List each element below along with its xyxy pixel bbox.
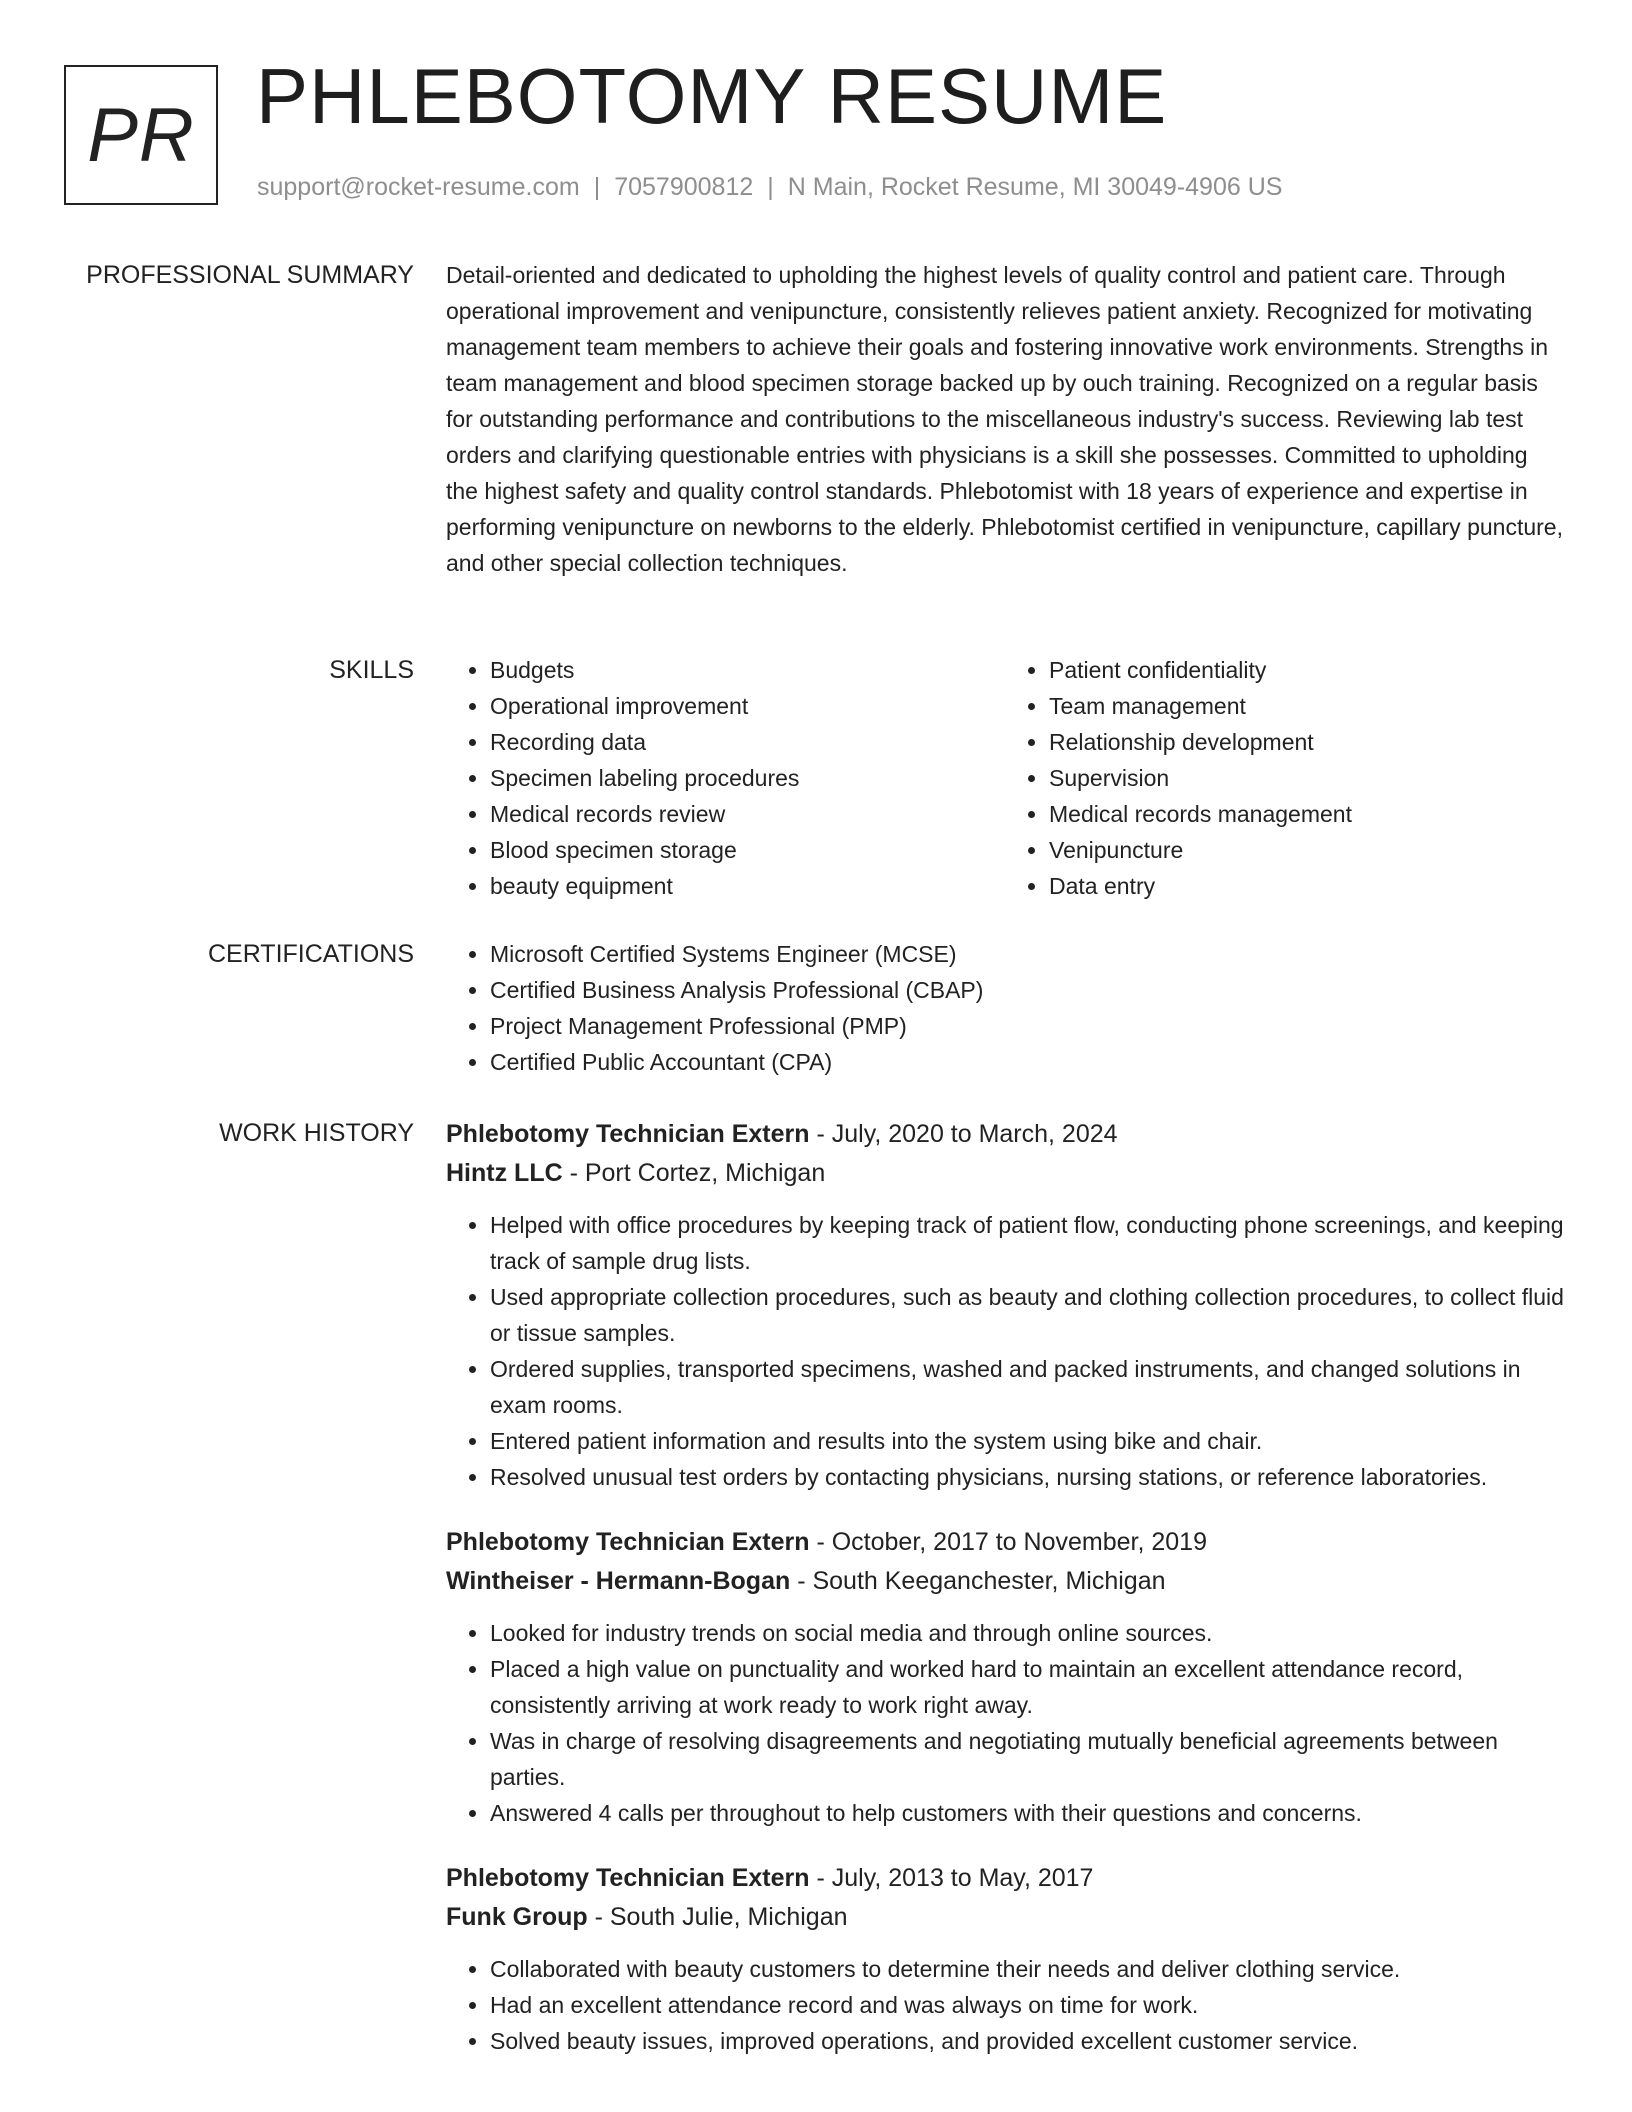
job-duty-item: • Was in charge of resolving disagreements and negotiating mutually beneficial agreements between parties. <box>490 1723 1564 1795</box>
job-title: Phlebotomy Technician Extern <box>446 1864 810 1892</box>
job-duty-item: • Had an excellent attendance record and was always on time for work. <box>490 1987 1564 2023</box>
job-dates: - July, 2020 to March, 2024 <box>809 1120 1118 1148</box>
job-company-line <box>446 1562 1564 1601</box>
job-duty-item: • Resolved unusual test orders by contacting physicians, nursing stations, or reference laboratories. <box>490 1459 1564 1495</box>
job-entry <box>446 1859 1564 2059</box>
job-location: - Port Cortez, Michigan <box>562 1159 826 1187</box>
job-duty-item: • Looked for industry trends on social media and through online sources. <box>490 1615 1564 1651</box>
job-duty-item: • Used appropriate collection procedures, such as beauty and clothing collection procedures, to collect fluid or tissue samples. <box>490 1279 1564 1351</box>
contact-separator: | <box>593 173 601 201</box>
job-duty-item: • Entered patient information and results into the system using bike and chair. <box>490 1423 1564 1459</box>
certification-item: • Certified Business Analysis Professional (CBAP) <box>490 972 1564 1008</box>
skill-item: • Medical records review <box>490 796 1005 832</box>
job-duty-item: • Solved beauty issues, improved operations, and provided excellent customer service. <box>490 2023 1564 2059</box>
section-label-skills: SKILLS <box>329 656 414 684</box>
section-label-certifications: CERTIFICATIONS <box>207 940 414 968</box>
certification-item: • Project Management Professional (PMP) <box>490 1008 1564 1044</box>
job-title-line <box>446 1859 1564 1898</box>
job-title: Phlebotomy Technician Extern <box>446 1120 810 1148</box>
job-title-line <box>446 1115 1564 1154</box>
job-dates: - October, 2017 to November, 2019 <box>809 1528 1207 1556</box>
job-company: Funk Group <box>446 1903 588 1931</box>
job-company-line <box>446 1154 1564 1193</box>
contact-phone[interactable]: 7057900812 <box>614 173 754 201</box>
job-dates: - July, 2013 to May, 2017 <box>809 1864 1094 1892</box>
skill-item: • Budgets <box>490 652 1005 688</box>
skill-item: • Relationship development <box>1049 724 1564 760</box>
skills-grid <box>446 652 1564 904</box>
job-company: Wintheiser - Hermann-Bogan <box>446 1567 791 1595</box>
job-location: - South Keeganchester, Michigan <box>790 1567 1166 1595</box>
job-duty-item: • Collaborated with beauty customers to determine their needs and deliver clothing service. <box>490 1951 1564 1987</box>
contact-email[interactable]: support@rocket-resume.com <box>257 173 580 201</box>
job-duty-item: • Placed a high value on punctuality and worked hard to maintain an excellent attendance record, consistently arriving at work ready to work right away. <box>490 1651 1564 1723</box>
skill-item: • Supervision <box>1049 760 1564 796</box>
job-title: Phlebotomy Technician Extern <box>446 1528 810 1556</box>
job-company: Hintz LLC <box>446 1159 563 1187</box>
summary-body <box>446 257 1564 581</box>
contact-separator: | <box>767 173 774 201</box>
skills-list-right <box>1005 652 1564 904</box>
skill-item: • Recording data <box>490 724 1005 760</box>
job-duty-item: • Ordered supplies, transported specimens, washed and packed instruments, and changed solutions in exam rooms. <box>490 1351 1564 1423</box>
skill-item: • Venipuncture <box>1049 832 1564 868</box>
job-company-line <box>446 1898 1564 1937</box>
section-label-summary: PROFESSIONAL SUMMARY <box>86 261 414 289</box>
job-duty-item: • Answered 4 calls per throughout to help customers with their questions and concerns. <box>490 1795 1564 1831</box>
contact-address: N Main, Rocket Resume, MI 30049-4906 US <box>787 173 1283 201</box>
job-duty-item: • Helped with office procedures by keeping track of patient flow, conducting phone screenings, and keeping track of sample drug lists. <box>490 1207 1564 1279</box>
skills-list-left <box>446 652 1005 904</box>
certification-item: • Microsoft Certified Systems Engineer (MCSE) <box>490 936 1564 972</box>
skill-item: • Operational improvement <box>490 688 1005 724</box>
certification-item: • Certified Public Accountant (CPA) <box>490 1044 1564 1080</box>
resume-title: PHLEBOTOMY RESUME <box>256 52 1168 140</box>
job-entry <box>446 1115 1564 1495</box>
skill-item: • beauty equipment <box>490 868 1005 904</box>
job-duties-list <box>446 1615 1564 1831</box>
skill-item: • Medical records management <box>1049 796 1564 832</box>
skill-item: • Team management <box>1049 688 1564 724</box>
summary-text: Detail-oriented and dedicated to upholding the highest levels of quality control and patient care. Through operational improvement and venipuncture, consistently relieves patient anxiety. Recognized for motivating management team members to achieve their goals and fostering innovative work environments. Strengths in team management and blood specimen storage backed up by ouch training. Recognized on a regular basis for outstanding performance and contributions to the miscellaneous industry's success. Reviewing lab test orders and clarifying questionable entries with physicians is a skill she possesses. Committed to upholding the highest safety and quality control standards. Phlebotomist with 18 years of experience and expertise in performing venipuncture on newborns to the elderly. Phlebotomist certified in venipuncture, capillary puncture, and other special collection techniques. <box>446 262 1563 576</box>
monogram-logo: PR <box>64 65 218 205</box>
job-title-line <box>446 1523 1564 1562</box>
skill-item: • Data entry <box>1049 868 1564 904</box>
skill-item: • Blood specimen storage <box>490 832 1005 868</box>
job-duties-list <box>446 1951 1564 2059</box>
skill-item: • Specimen labeling procedures <box>490 760 1005 796</box>
work-history-body <box>446 1115 1564 2087</box>
certifications-body <box>446 936 1564 1080</box>
skill-item: • Patient confidentiality <box>1049 652 1564 688</box>
job-duties-list <box>446 1207 1564 1495</box>
job-location: - South Julie, Michigan <box>587 1903 848 1931</box>
section-label-work-history: WORK HISTORY <box>219 1119 414 1147</box>
certifications-list <box>446 936 1564 1080</box>
contact-line <box>257 173 1282 202</box>
job-entry <box>446 1523 1564 1831</box>
